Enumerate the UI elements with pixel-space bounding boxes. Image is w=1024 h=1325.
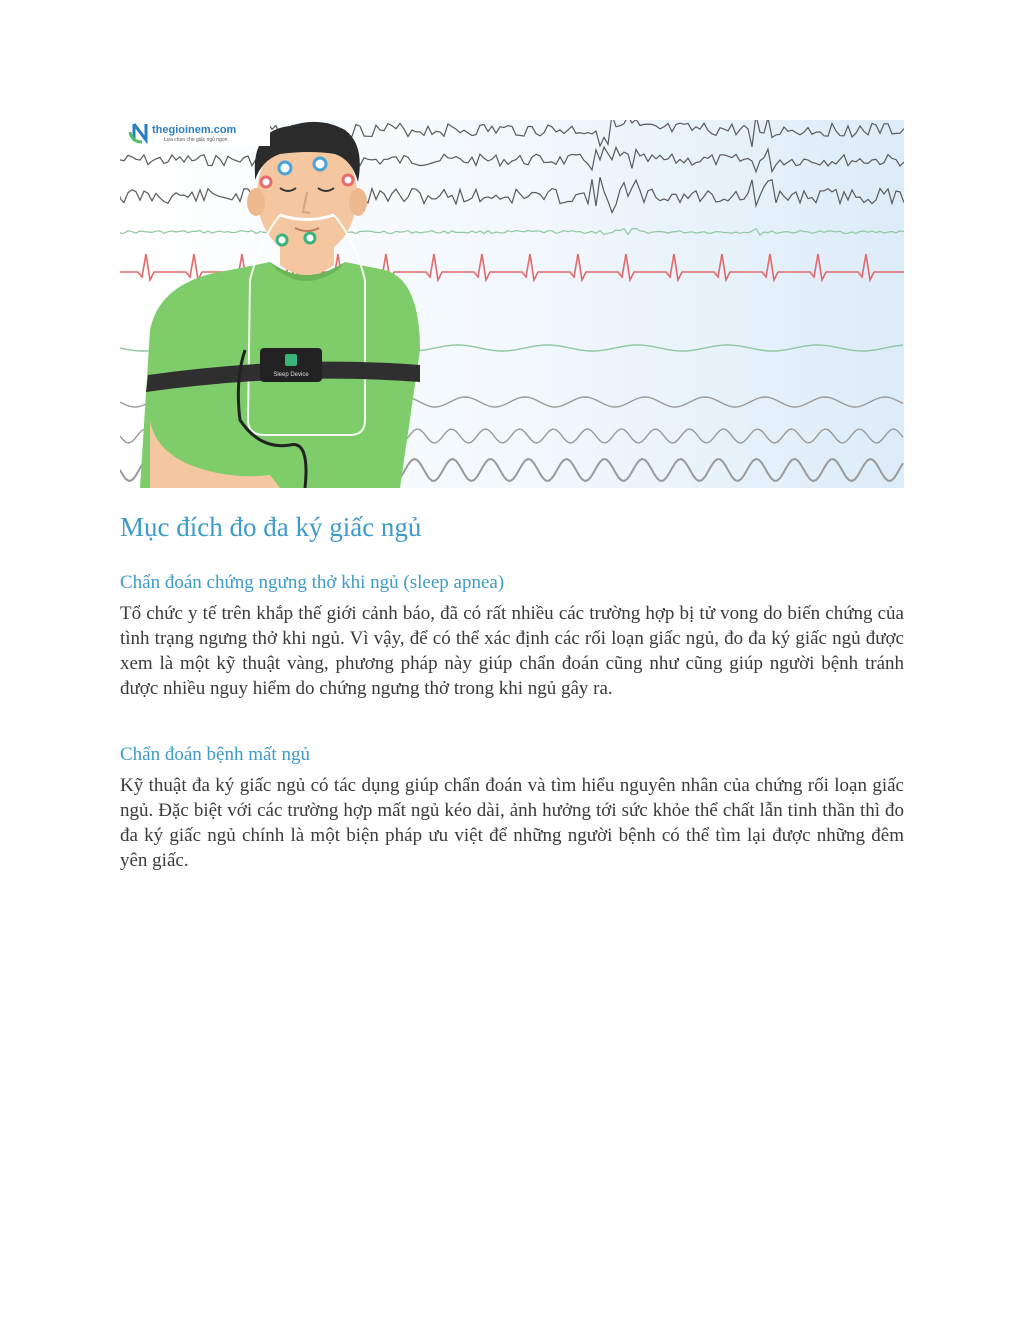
logo-brand: thegioinem.com <box>152 124 237 136</box>
patient-figure <box>140 122 420 488</box>
section-heading-sleep-apnea: Chẩn đoán chứng ngưng thở khi ngủ (sleep apnea) <box>120 572 505 593</box>
polysomnography-illustration <box>120 120 904 488</box>
eog-trace <box>120 229 904 236</box>
section-body-sleep-apnea: Tổ chức y tế trên khắp thế giới cảnh báo, đã có rất nhiều các trường hợp bị tử vong do biến chứng của tình trạng ngưng thở khi ngủ. Vì vậy, để có thể xác định các rối loạn giấc ngủ, đo đa ký giấc ngủ được xem là một kỹ thuật vàng, phương pháp này giúp chẩn đoán cũng như cũng giúp người bệnh tránh được nhiều nguy hiểm do chứng ngưng thở trong khi ngủ gây ra. <box>120 603 904 699</box>
eeg-trace-3 <box>120 177 904 212</box>
logo-tagline: Lựa chọn cho giấc ngủ ngon <box>164 137 228 143</box>
brand-logo <box>120 120 270 146</box>
article-title: Mục đích đo đa ký giấc ngủ <box>120 512 422 542</box>
eeg-trace-2 <box>120 147 904 172</box>
section-heading-insomnia: Chẩn đoán bệnh mất ngủ <box>120 744 310 765</box>
section-body-insomnia: Kỹ thuật đa ký giấc ngủ có tác dụng giúp chẩn đoán và tìm hiểu nguyên nhân của chứng rối loạn giấc ngủ. Đặc biệt với các trường hợp mất ngủ kéo dài, ảnh hưởng tới sức khỏe thể chất lẫn tinh thần thì đo đa ký giấc ngủ chính là một biện pháp ưu việt để những người bệnh có thể tìm lại được những đêm yên giấc. <box>120 775 904 871</box>
device-label: Sleep Device <box>273 372 309 378</box>
